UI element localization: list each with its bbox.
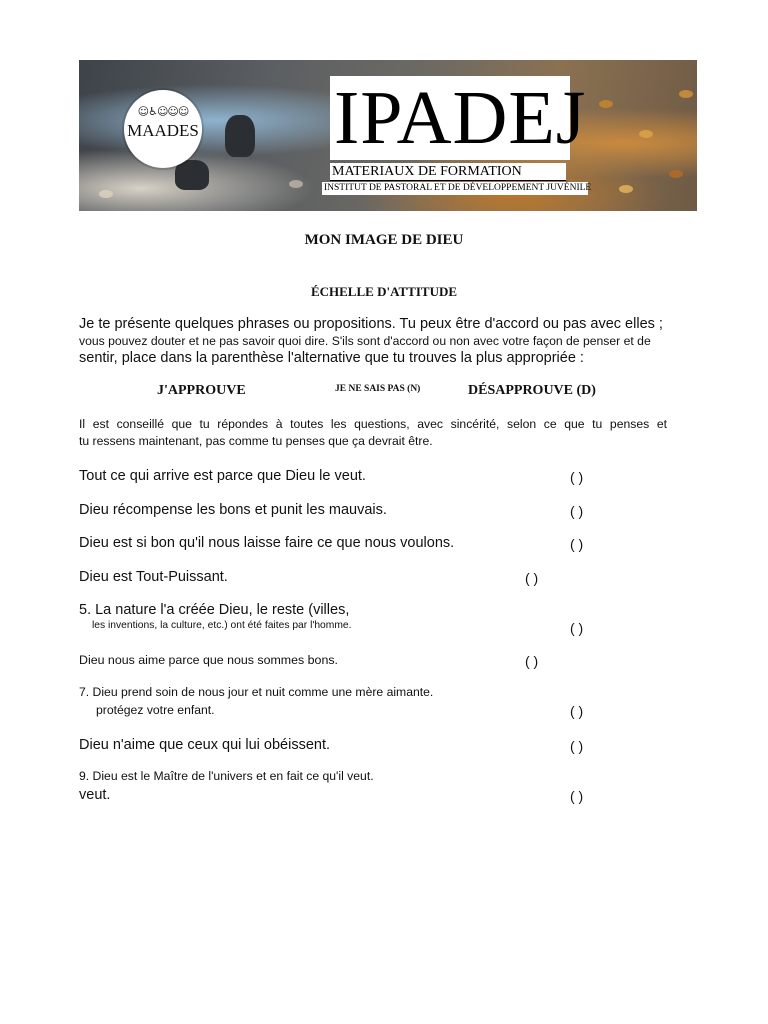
banner-subtitle: MATERIAUX DE FORMATION <box>332 164 522 179</box>
statement-2: Dieu récompense les bons et punit les mauvais. <box>79 502 387 518</box>
leaf-decoration <box>639 130 653 138</box>
statement-5: 5. La nature l'a créée Dieu, le reste (villes, <box>79 602 350 618</box>
statement-1: Tout ce qui arrive est parce que Dieu le veut. <box>79 468 366 484</box>
answer-parenthesis[interactable]: ( ) <box>570 469 584 485</box>
document-title: MON IMAGE DE DIEU <box>304 232 464 248</box>
statement-6: Dieu nous aime parce que nous sommes bons. <box>79 653 338 667</box>
leaf-decoration <box>669 170 683 178</box>
statement-9: 9. Dieu est le Maître de l'univers et en fait ce qu'il veut. <box>79 769 374 783</box>
header-banner <box>79 60 697 211</box>
subtitle-underline <box>330 180 566 181</box>
leaf-decoration <box>99 190 113 198</box>
statement-7: 7. Dieu prend soin de nous jour et nuit comme une mère aimante. <box>79 685 434 699</box>
statement-3: Dieu est si bon qu'il nous laisse faire ce que nous voulons. <box>79 535 455 551</box>
answer-parenthesis[interactable]: ( ) <box>570 620 584 636</box>
leaf-decoration <box>679 90 693 98</box>
intro-line-1: Je te présente quelques phrases ou propositions. Tu peux être d'accord ou pas avec elles ; <box>79 316 663 332</box>
answer-parenthesis[interactable]: ( ) <box>525 653 539 669</box>
banner-title: IPADEJ <box>334 76 587 160</box>
document-subtitle: ÉCHELLE D'ATTITUDE <box>310 284 458 299</box>
shoe-shape <box>175 160 209 190</box>
logo-people-icon: ☺♿☺☺☺ <box>137 105 189 118</box>
answer-parenthesis[interactable]: ( ) <box>570 703 584 719</box>
statement-5-continuation: les inventions, la culture, etc.) ont été faites par l'homme. <box>92 620 352 631</box>
intro-line-2: vous pouvez douter et ne pas savoir quoi dire. S'ils sont d'accord ou non avec votre façon de penser et de <box>79 334 651 348</box>
answer-parenthesis[interactable]: ( ) <box>570 738 584 754</box>
statement-9-continuation: veut. <box>79 787 111 803</box>
answer-parenthesis[interactable]: ( ) <box>525 570 539 586</box>
answer-parenthesis[interactable]: ( ) <box>570 503 584 519</box>
option-disapprove: DÉSAPPROUVE (D) <box>468 383 596 398</box>
logo-text: MAADES <box>127 121 199 140</box>
shoe-shape <box>225 115 255 157</box>
option-approve: J'APPROUVE <box>157 383 246 398</box>
banner-institute: INSTITUT DE PASTORAL ET DE DÉVELOPPEMENT JUVÉNILE <box>324 183 592 193</box>
answer-parenthesis[interactable]: ( ) <box>570 536 584 552</box>
leaf-decoration <box>599 100 613 108</box>
advice-line-1: Il est conseillé que tu répondes à toutes les questions, avec sincérité, selon ce que tu penses et <box>79 417 667 431</box>
statement-8: Dieu n'aime que ceux qui lui obéissent. <box>79 737 331 753</box>
option-unsure: JE NE SAIS PAS (N) <box>335 384 421 394</box>
leaf-decoration <box>619 185 633 193</box>
intro-line-3: sentir, place dans la parenthèse l'alternative que tu trouves la plus appropriée : <box>79 350 584 366</box>
advice-line-2: tu ressens maintenant, pas comme tu penses que ça devrait être. <box>79 434 433 448</box>
maades-logo <box>124 90 202 168</box>
statement-4: Dieu est Tout-Puissant. <box>79 569 228 585</box>
answer-parenthesis[interactable]: ( ) <box>570 788 584 804</box>
leaf-decoration <box>289 180 303 188</box>
statement-7-continuation: protégez votre enfant. <box>96 703 215 717</box>
